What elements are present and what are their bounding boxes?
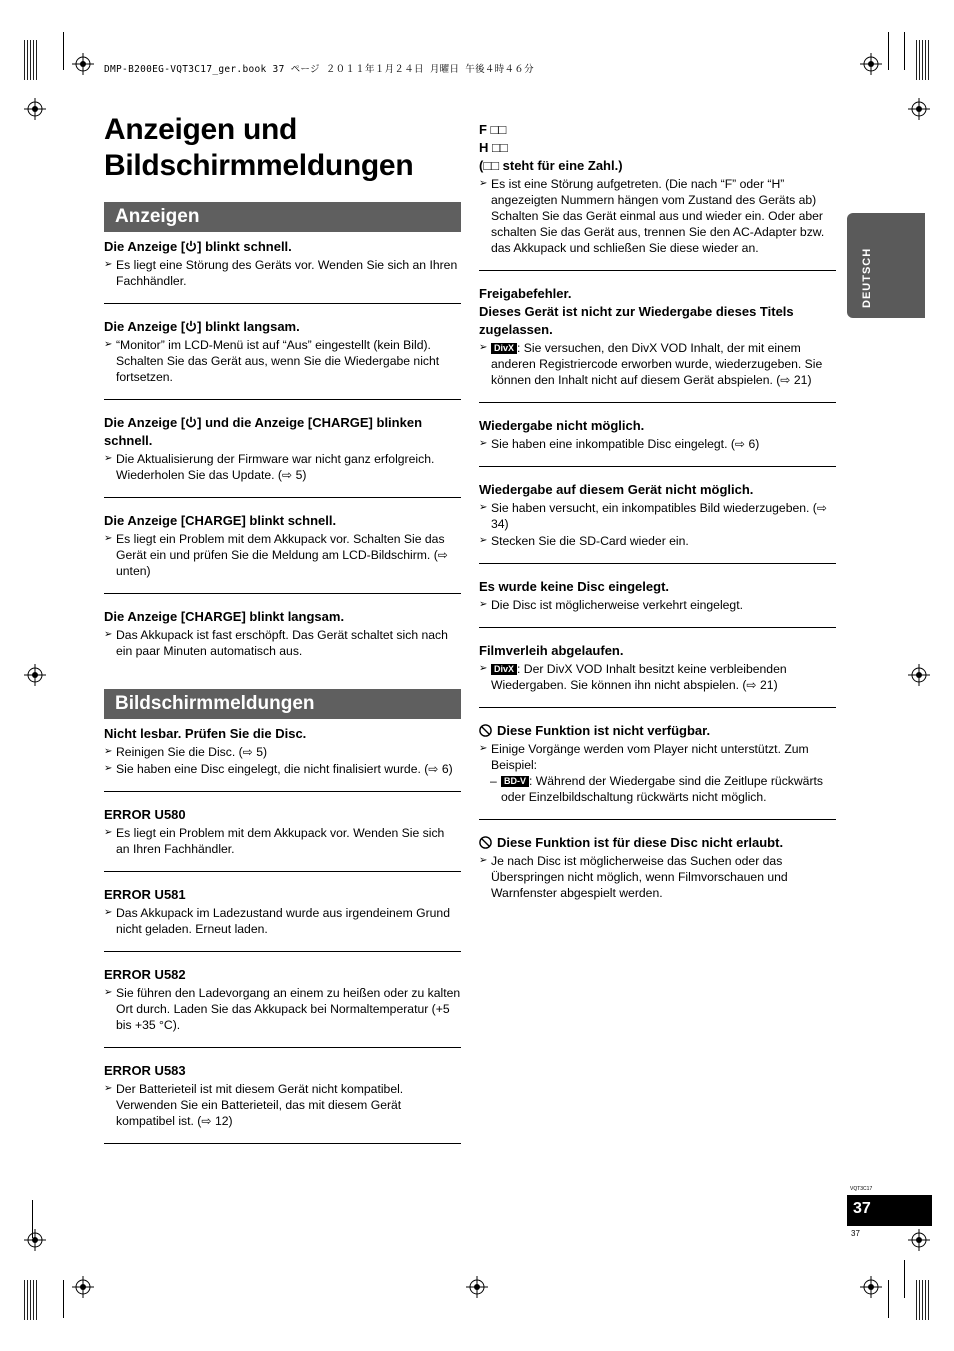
message-heading: Die Anzeige [CHARGE] blinkt schnell. bbox=[104, 513, 337, 528]
registration-mark-icon bbox=[72, 1276, 94, 1298]
message-block bbox=[479, 642, 836, 708]
list-item: ➢ Sie haben eine Disc eingelegt, die nicht finalisiert wurde. (⇨ 6) bbox=[104, 761, 461, 777]
message-heading: Es wurde keine Disc eingelegt. bbox=[479, 579, 670, 594]
color-bar bbox=[24, 1280, 38, 1320]
message-block bbox=[104, 1062, 461, 1144]
registration-mark-icon bbox=[24, 98, 46, 120]
message-heading: Die Anzeige [CHARGE] blinkt langsam. bbox=[104, 609, 345, 624]
prohibited-icon bbox=[479, 836, 492, 849]
language-tab-label: DEUTSCH bbox=[861, 247, 873, 308]
registration-mark-icon bbox=[72, 53, 94, 75]
list-item: ➢ Das Akkupack im Ladezustand wurde aus irgendeinem Grund nicht geladen. Erneut laden. bbox=[104, 905, 461, 937]
divx-badge: DivX bbox=[491, 664, 517, 675]
message-block bbox=[479, 417, 836, 467]
power-icon bbox=[185, 416, 197, 428]
crop-mark bbox=[888, 1280, 889, 1318]
list-item: ➢ Stecken Sie die SD-Card wieder ein. bbox=[479, 533, 836, 549]
message-block bbox=[479, 578, 836, 628]
message-heading: ERROR U580 bbox=[104, 807, 186, 822]
message-block bbox=[104, 725, 461, 792]
section-heading: Bildschirmmeldungen bbox=[104, 689, 461, 719]
right-column bbox=[479, 121, 836, 929]
registration-mark-icon bbox=[24, 1229, 46, 1251]
power-icon bbox=[185, 320, 197, 332]
message-block bbox=[104, 318, 461, 400]
list-item: ➢ Reinigen Sie die Disc. (⇨ 5) bbox=[104, 744, 461, 760]
message-heading: Diese Funktion ist für diese Disc nicht erlaubt. bbox=[479, 834, 836, 852]
crop-mark bbox=[63, 32, 64, 70]
crop-mark bbox=[63, 1280, 64, 1318]
crop-mark bbox=[888, 32, 889, 70]
message-heading: Wiedergabe auf diesem Gerät nicht möglich. bbox=[479, 482, 754, 497]
registration-mark-icon bbox=[908, 1229, 930, 1251]
print-header: DMP-B200EG-VQT3C17_ger.book 37 ページ ２０１１年１月２４日 月曜日 午後４時４６分 bbox=[104, 64, 534, 75]
registration-mark-icon bbox=[860, 1276, 882, 1298]
message-heading: Freigabefehler. bbox=[479, 286, 572, 301]
color-bar bbox=[916, 40, 930, 80]
page-title-line: Anzeigen und bbox=[104, 113, 298, 146]
message-heading: F □□ bbox=[479, 122, 507, 137]
message-heading: Filmverleih abgelaufen. bbox=[479, 643, 624, 658]
message-block bbox=[479, 121, 836, 271]
sub-item: – BD-V : Während der Wiedergabe sind die Zeitlupe rückwärts oder Einzelbildschaltung rückwärts nicht möglich. bbox=[490, 774, 823, 804]
registration-mark-icon bbox=[908, 664, 930, 686]
message-block bbox=[104, 238, 461, 304]
list-item: ➢ DivX : Sie versuchen, den DivX VOD Inhalt, der mit einem anderen Registriercode erworben wurde, wiederzugeben. Sie können den Inhalt nicht auf diesem Gerät abspielen. (⇨ 21) bbox=[479, 340, 836, 388]
color-bar bbox=[24, 40, 38, 80]
message-heading: ERROR U583 bbox=[104, 1063, 186, 1078]
power-icon bbox=[185, 240, 197, 252]
message-heading: Diese Funktion ist nicht verfügbar. bbox=[479, 722, 836, 740]
message-block bbox=[104, 608, 461, 673]
registration-mark-icon bbox=[466, 1276, 488, 1298]
divx-badge: DivX bbox=[491, 343, 517, 354]
left-column bbox=[104, 202, 461, 1158]
list-item: ➢ Der Batterieteil ist mit diesem Gerät nicht kompatibel. Verwenden Sie ein Batterieteil, das mit diesem Gerät kompatibel ist. (⇨ 12) bbox=[104, 1081, 461, 1129]
page-title bbox=[104, 112, 413, 184]
section-heading: Anzeigen bbox=[104, 202, 461, 232]
message-block bbox=[104, 414, 461, 498]
message-block bbox=[479, 481, 836, 564]
message-heading: ERROR U582 bbox=[104, 967, 186, 982]
list-item: ➢ Sie haben versucht, ein inkompatibles Bild wiederzugeben. (⇨ 34) bbox=[479, 500, 836, 532]
message-heading: Dieses Gerät ist nicht zur Wiedergabe dieses Titels zugelassen. bbox=[479, 304, 794, 337]
prohibited-icon bbox=[479, 724, 492, 737]
list-item: ➢ Es liegt ein Problem mit dem Akkupack vor. Schalten Sie das Gerät ein und prüfen Sie die Meldung am LCD-Bildschirm. (⇨ unten) bbox=[104, 531, 461, 579]
crop-mark bbox=[904, 32, 905, 70]
message-block bbox=[104, 966, 461, 1048]
message-block bbox=[104, 806, 461, 872]
message-block bbox=[104, 886, 461, 952]
document-code: VQT3C17 bbox=[850, 1186, 873, 1192]
list-item: ➢ Sie führen den Ladevorgang an einem zu heißen oder zu kalten Ort durch. Laden Sie das Akkupack bei Normaltemperatur (+5 bis +35 °C). bbox=[104, 985, 461, 1033]
page-title-line: Bildschirmmeldungen bbox=[104, 149, 414, 182]
registration-mark-icon bbox=[860, 53, 882, 75]
message-heading: Nicht lesbar. Prüfen Sie die Disc. bbox=[104, 726, 307, 741]
list-item: ➢ Sie haben eine inkompatible Disc eingelegt. (⇨ 6) bbox=[479, 436, 836, 452]
list-item: ➢ Einige Vorgänge werden vom Player nicht unterstützt. Zum Beispiel: bbox=[479, 741, 836, 773]
list-item: ➢ Es liegt ein Problem mit dem Akkupack vor. Wenden Sie sich an Ihren Fachhändler. bbox=[104, 825, 461, 857]
list-item: ➢ “Monitor” im LCD-Menü ist auf “Aus” eingestellt (kein Bild). Schalten Sie das Gerät aus, wenn Sie die Wiedergabe nicht fortsetzen. bbox=[104, 337, 461, 385]
crop-mark bbox=[904, 1260, 905, 1298]
list-item: ➢ Es liegt eine Störung des Geräts vor. Wenden Sie sich an Ihren Fachhändler. bbox=[104, 257, 461, 289]
message-block bbox=[479, 722, 836, 820]
message-heading: Die Anzeige [ ] und die Anzeige [CHARGE] blinken schnell. bbox=[104, 415, 423, 448]
page-number: 37 bbox=[853, 1200, 871, 1217]
list-item: ➢ DivX : Der DivX VOD Inhalt besitzt keine verbleibenden Wiedergaben. Sie können ihn nicht abspielen. (⇨ 21) bbox=[479, 661, 836, 693]
language-tab bbox=[847, 213, 925, 318]
message-block bbox=[104, 512, 461, 594]
list-item: ➢ Es ist eine Störung aufgetreten. (Die nach “F” oder “H” angezeigten Nummern hängen vom Zustand des Geräts ab) Schalten Sie das Gerät einmal aus und wieder ein. Oder aber schalten Sie das Gerät aus, trennen Sie den AC-Adapter bzw. das Akkupack und schließen Sie diese wieder an. bbox=[479, 176, 836, 256]
list-item: ➢ Je nach Disc ist möglicherweise das Suchen oder das Überspringen nicht möglich, wenn Filmvorschauen und Warnfenster abgespielt werden. bbox=[479, 853, 836, 901]
message-block bbox=[479, 285, 836, 403]
message-heading: H □□ bbox=[479, 140, 508, 155]
message-heading: Die Anzeige [ ] blinkt langsam. bbox=[104, 319, 300, 334]
registration-mark-icon bbox=[24, 664, 46, 686]
page-number-small: 37 bbox=[851, 1229, 860, 1238]
message-heading: (□□ steht für eine Zahl.) bbox=[479, 158, 623, 173]
registration-mark-icon bbox=[908, 98, 930, 120]
list-item: ➢ Die Disc ist möglicherweise verkehrt eingelegt. bbox=[479, 597, 836, 613]
bd-v-badge: BD-V bbox=[501, 776, 529, 787]
color-bar bbox=[916, 1280, 930, 1320]
list-item: ➢ Das Akkupack ist fast erschöpft. Das Gerät schaltet sich nach ein paar Minuten automatisch aus. bbox=[104, 627, 461, 659]
message-heading: Die Anzeige [ ] blinkt schnell. bbox=[104, 239, 292, 254]
list-item: ➢ Die Aktualisierung der Firmware war nicht ganz erfolgreich. Wiederholen Sie das Update. (⇨ 5) bbox=[104, 451, 461, 483]
message-block bbox=[479, 834, 836, 915]
page-number-box bbox=[847, 1195, 932, 1226]
message-heading: ERROR U581 bbox=[104, 887, 186, 902]
message-heading: Wiedergabe nicht möglich. bbox=[479, 418, 645, 433]
